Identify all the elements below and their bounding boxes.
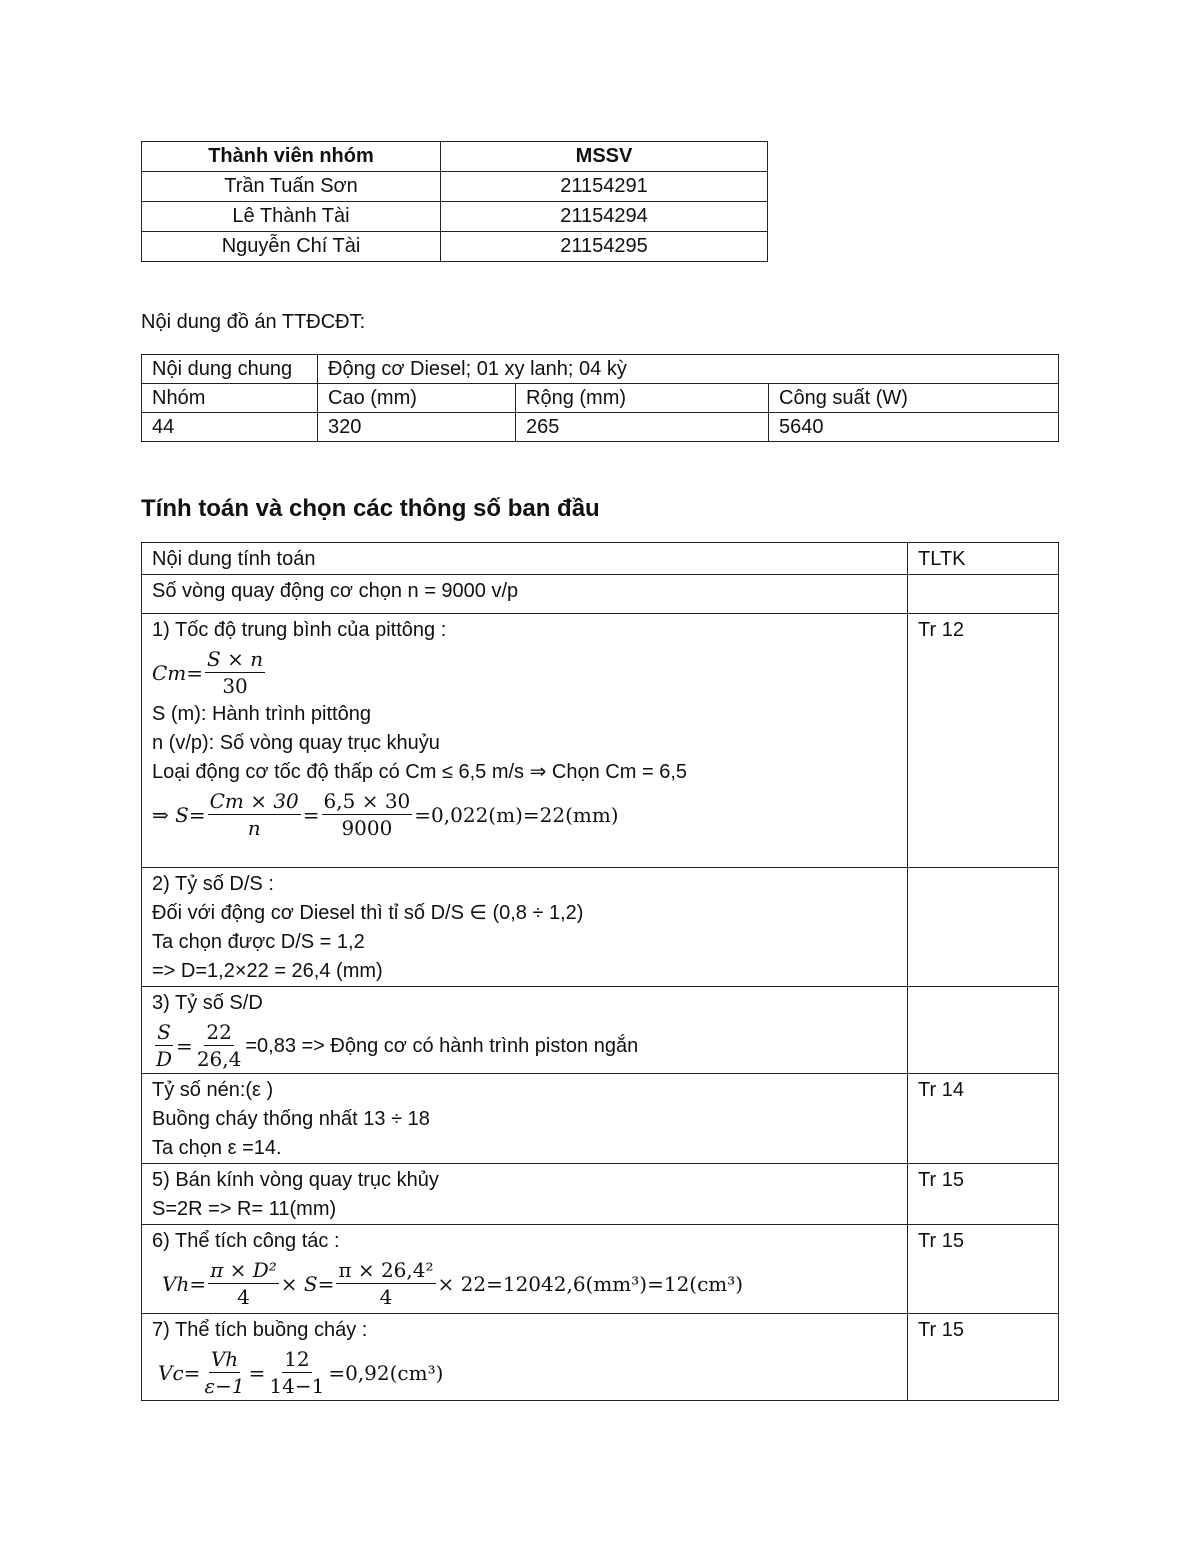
calc-header-ref: TLTK: [908, 543, 1059, 575]
section-2: [142, 868, 908, 987]
section-5-line-1: S=2R => R= 11(mm): [152, 1198, 337, 1220]
table-row: [142, 172, 768, 202]
calc-header-content: Nội dung tính toán: [142, 543, 908, 575]
speed-ref: [908, 575, 1059, 614]
section-2-title: 2) Tỷ số D/S :: [152, 873, 274, 895]
project-header-height: Cao (mm): [318, 384, 516, 413]
table-row: [142, 1225, 1059, 1314]
section-1-title: 1) Tốc độ trung bình của pittông :: [152, 619, 447, 641]
section-heading: Tính toán và chọn các thông số ban đầu: [141, 495, 600, 522]
section-5-title: 5) Bán kính vòng quay trục khủy: [152, 1169, 439, 1191]
table-row: [142, 232, 768, 262]
section-2-ref: [908, 868, 1059, 987]
section-3-ref: [908, 987, 1059, 1074]
calculation-table: [141, 542, 1059, 1401]
speed-line: Số vòng quay động cơ chọn n = 9000 v/p: [142, 575, 908, 614]
table-row: [142, 575, 1059, 614]
section-4-line-2: Ta chọn ε =14.: [152, 1137, 282, 1159]
section-6: [142, 1225, 908, 1314]
table-row: [142, 1164, 1059, 1225]
general-value: Động cơ Diesel; 01 xy lanh; 04 kỳ: [318, 355, 1059, 384]
formula-cm: Cm= $\frac{S \times n}{30}$: [152, 647, 264, 698]
section-1-ref: Tr 12: [908, 614, 1059, 868]
section-1: [142, 614, 908, 868]
member-name: Trần Tuấn Sơn: [142, 172, 441, 202]
section-7: [142, 1314, 908, 1401]
table-row: [142, 413, 1059, 442]
section-6-ref: Tr 15: [908, 1225, 1059, 1314]
section-2-line-3: => D=1,2×22 = 26,4 (mm): [152, 960, 383, 982]
general-label: Nội dung chung: [142, 355, 318, 384]
table-row: [142, 543, 1059, 575]
project-value-group: 44: [142, 413, 318, 442]
table-row: [142, 355, 1059, 384]
members-header-row: [142, 142, 768, 172]
section-4-title: Tỷ số nén:(ε ): [152, 1079, 274, 1101]
table-row: [142, 987, 1059, 1074]
section-7-ref: Tr 15: [908, 1314, 1059, 1401]
section-4-line-1: Buồng cháy thống nhất 13 ÷ 18: [152, 1108, 430, 1130]
project-header-power: Công suất (W): [769, 384, 1059, 413]
member-id: 21154294: [441, 202, 768, 232]
intro-text: Nội dung đồ án TTĐCĐT:: [141, 311, 366, 333]
members-header-id: MSSV: [441, 142, 768, 172]
table-row: [142, 614, 1059, 868]
formula-vh: Vh= $\frac{\text{π × D²}}{4}$ × S= $\frac{\text{π × 26,4²}}{4}$ × 22=12042,6(mm³)=12(cm³): [162, 1258, 744, 1309]
members-table: [141, 141, 768, 262]
project-header-group: Nhóm: [142, 384, 318, 413]
formula-s: ⇒ S= $\frac{Cm \times 30}{n}$ = $\frac{6,5 \times 30}{9000}$ =0,022(m)=22(mm): [152, 789, 619, 840]
member-name: Nguyễn Chí Tài: [142, 232, 441, 262]
member-name: Lê Thành Tài: [142, 202, 441, 232]
section-3-title: 3) Tỷ số S/D: [152, 992, 263, 1014]
member-id: 21154291: [441, 172, 768, 202]
formula-vc: Vc= $\frac{Vh}{\varepsilon-1}$ = $\frac{12}{14-1}$ =0,92(cm³): [158, 1347, 444, 1398]
section-2-line-1: Đối với động cơ Diesel thì tỉ số D/S ∈ (0,8 ÷ 1,2): [152, 902, 584, 924]
section-1-line-1: S (m): Hành trình pittông: [152, 703, 371, 725]
project-value-power: 5640: [769, 413, 1059, 442]
table-row: [142, 1314, 1059, 1401]
table-row: [142, 202, 768, 232]
section-5-ref: Tr 15: [908, 1164, 1059, 1225]
section-7-title: 7) Thể tích buồng cháy :: [152, 1319, 368, 1341]
section-6-title: 6) Thể tích công tác :: [152, 1230, 340, 1252]
project-header-width: Rộng (mm): [516, 384, 769, 413]
project-table: [141, 354, 1059, 442]
member-id: 21154295: [441, 232, 768, 262]
table-row: [142, 384, 1059, 413]
section-4: [142, 1074, 908, 1164]
section-1-line-3: Loại động cơ tốc độ thấp có Cm ≤ 6,5 m/s ⇒ Chọn Cm = 6,5: [152, 761, 687, 783]
project-value-height: 320: [318, 413, 516, 442]
table-row: [142, 1074, 1059, 1164]
section-4-ref: Tr 14: [908, 1074, 1059, 1164]
project-value-width: 265: [516, 413, 769, 442]
table-row: [142, 868, 1059, 987]
section-5: [142, 1164, 908, 1225]
formula-sd: $\frac{S}{D}$ = $\frac{22}{26,4}$ =0,83 => Động cơ có hành trình piston ngắn: [156, 1020, 639, 1071]
section-2-line-2: Ta chọn được D/S = 1,2: [152, 931, 365, 953]
section-1-line-2: n (v/p): Số vòng quay trục khuỷu: [152, 732, 440, 754]
members-header-name: Thành viên nhóm: [142, 142, 441, 172]
section-3: [142, 987, 908, 1074]
